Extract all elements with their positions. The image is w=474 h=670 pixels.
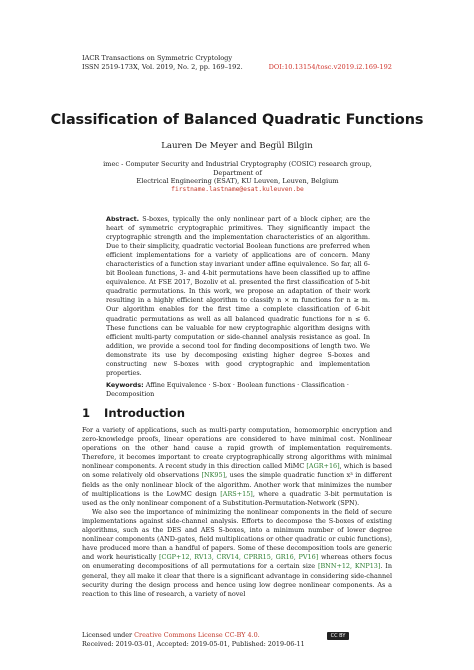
text-run: whereas others focus on enumerating decompositions of all permutations for a certain size <box>82 553 392 571</box>
license-link[interactable]: Creative Commons License CC-BY 4.0. <box>134 631 260 639</box>
text-run: . In general, they all make it clear that there is a significant advantage in considering side-channel security during the design process and hence using low degree nonlinear components. As a reaction to this line of research, a variety of novel <box>82 562 393 598</box>
keywords-text: Affine Equivalence · S-box · Boolean functions · Classification · Decomposition <box>106 381 349 399</box>
citation-link[interactable]: [AGR+16] <box>306 462 340 471</box>
text-run: For a variety of applications, such as multi-party computation, homomorphic encryption and zero-knowledge proofs, linear operations are considered to have minimal cost. Nonlinear operations on the other hand cause a rapid growth of implementation requirements. Therefore, it becomes important to create cryptographically strong algorithms with minimal nonlinear components. A recent study in this direction called MiMC <box>82 426 392 471</box>
keywords <box>106 381 370 399</box>
publication-dates: Received: 2019-03-01, Accepted: 2019-05-01, Published: 2019-06-11 <box>82 640 305 648</box>
citation-link[interactable]: [BNN+12, KNP13] <box>317 562 381 571</box>
page-footer <box>82 631 392 649</box>
text-run: , where a quadratic 3-bit permutation is used as the only nonlinear component of a Substitution-Permutation-Network (SPN). <box>82 489 392 507</box>
affiliation-line-1: imec - Computer Security and Industrial Cryptography (COSIC) research group, Department of <box>103 160 372 177</box>
text-run: , uses the simple quadratic function x³ in different fields as the only nonlinear block of the algorithm. Another work that minimizes the number of multiplications is the LowMC design <box>82 471 392 498</box>
journal-name: IACR Transactions on Symmetric Cryptology <box>82 54 233 62</box>
section-heading <box>82 406 185 420</box>
citation-link[interactable]: [NK95] <box>201 471 226 480</box>
keywords-label: Keywords: <box>106 381 144 389</box>
paragraph-2 <box>82 508 392 599</box>
citation-link[interactable]: [CGP+12, RV13, CRV14, CPRR15, GR16, PV16] <box>159 553 319 562</box>
license-line <box>82 631 392 640</box>
citation-link[interactable]: [ARS+15] <box>220 489 253 498</box>
journal-header <box>82 54 392 72</box>
abstract <box>106 215 370 378</box>
journal-issn: ISSN 2519-173X, Vol. 2019, No. 2, pp. 169–192. <box>82 63 243 71</box>
paragraph-1 <box>82 426 392 508</box>
abstract-label: Abstract. <box>106 215 140 223</box>
text-run: , which is based on some relatively old observations <box>82 462 392 480</box>
section-title: Introduction <box>104 406 185 420</box>
author-email[interactable]: firstname.lastname@esat.kuleuven.be <box>171 185 304 193</box>
affiliation-line-2: Electrical Engineering (ESAT), KU Leuven, Leuven, Belgium <box>136 177 339 186</box>
cc-by-badge-icon[interactable]: CC BY <box>327 632 349 640</box>
section-body <box>82 426 392 599</box>
paper-title: Classification of Balanced Quadratic Functions <box>50 112 424 128</box>
text-run: We also see the importance of minimizing the nonlinear components in the field of secure implementations against side-channel analysis. Efforts to decompose the S-boxes of existing algorithms, such as the DES and AES S-boxes, into a minimum number of lower degree nonlinear components (AND-gates, field multiplications or other quadratic or cubic functions), have produced more than a handful of papers. Some of these decomposition tools are generic and work heuristically <box>82 507 392 562</box>
license-prefix: Licensed under <box>82 631 135 639</box>
paper-authors: Lauren De Meyer and Begül Bilgin <box>161 141 313 151</box>
affiliation <box>95 160 380 194</box>
doi-link[interactable]: DOI:10.13154/tosc.v2019.i2.169-192 <box>268 63 392 71</box>
abstract-text: S-boxes, typically the only nonlinear part of a block cipher, are the heart of symmetric cryptographic primitives. They significantly impact the cryptographic strength and the implementation characteristics of an algorithm. Due to their simplicity, quadratic vectorial Boolean functions are preferred when efficient implementations for a variety of applications are of concern. Many characteristics of a function stay invariant under affine equivalence. So far, all 6-bit Boolean functions, 3- and 4-bit permutations have been classified up to affine equivalence. At FSE 2017, Bozoliv et al. presented the first classification of 5-bit quadratic permutations. In this work, we propose an adaptation of their work resulting in a highly efficient algorithm to classify n × m functions for n ≥ m. Our algorithm enables for the first time a complete classification of 6-bit quadratic permutations as well as all balanced quadratic functions for n ≤ 6. These functions can be valuable for new cryptographic algorithm designs with efficient multi-party computation or side-channel analysis resistance as goal. In addition, we provide a second tool for finding decompositions of length two. We demonstrate its use by decomposing existing higher degree S-boxes and constructing new S-boxes with good cryptographic and implementation properties. <box>106 215 370 377</box>
section-number: 1 <box>82 406 91 420</box>
